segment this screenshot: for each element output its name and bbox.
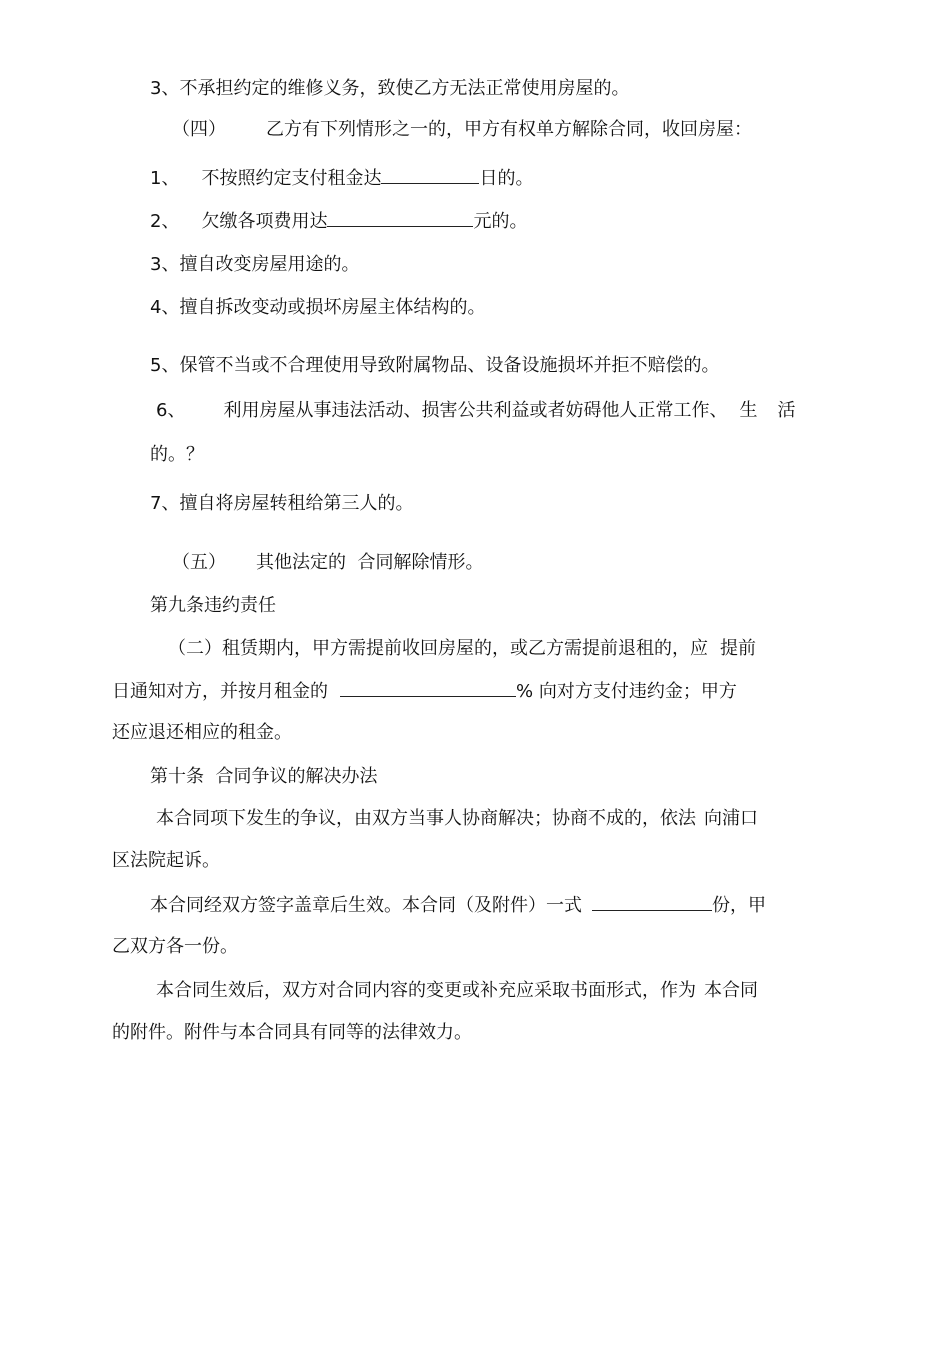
clause-3-change-use: 3、擅自改变房屋用途的。 xyxy=(150,254,360,275)
article-9-text-c: 日通知对方，并按月租金的 xyxy=(112,681,328,702)
section-5-number: （五） xyxy=(172,552,226,573)
penalty-percent-blank xyxy=(340,680,516,697)
article-10-text-b: 向浦口 xyxy=(704,808,758,829)
clause-6-word-a: 生 xyxy=(739,400,758,421)
clause-1-number: 1、 xyxy=(150,168,180,189)
section-5-heading xyxy=(172,552,483,574)
clause-1-text: 不按照约定支付租金达 xyxy=(201,168,382,189)
effect-text-b: 份，甲 xyxy=(712,895,766,916)
article-9-para-line-3: 还应退还相应的租金。 xyxy=(112,722,292,743)
clause-6-number: 6、 xyxy=(156,400,186,421)
clause-3-repair-duty: 3、不承担约定的维修义务，致使乙方无法正常使用房屋的。 xyxy=(150,78,630,99)
clause-5-damage: 5、保管不当或不合理使用导致附属物品、设备设施损坏并拒不赔偿的。 xyxy=(150,355,720,376)
clause-2-text: 欠缴各项费用达 xyxy=(201,211,328,232)
clause-2-suffix: 元的。 xyxy=(473,211,528,232)
amount-blank xyxy=(327,210,473,227)
clause-2-number: 2、 xyxy=(150,211,180,232)
article-9-title: 第九条违约责任 xyxy=(150,595,276,616)
article-9-text-d: % 向对方支付违约金；甲方 xyxy=(516,681,737,702)
copies-blank xyxy=(592,894,712,911)
clause-7-sublet: 7、擅自将房屋转租给第三人的。 xyxy=(150,493,414,514)
section-5-text: 其他法定的 合同解除情形。 xyxy=(256,552,484,573)
amendment-text-b: 本合同 xyxy=(704,980,758,1001)
article-10-text-a: 本合同项下发生的争议，由双方当事人协商解决；协商不成的，依法 xyxy=(156,808,696,829)
clause-2-fees-overdue xyxy=(150,210,527,233)
article-9-para-line-1 xyxy=(168,638,756,660)
amendment-para-line-1 xyxy=(156,980,758,1002)
clause-6-text: 利用房屋从事违法活动、损害公共利益或者妨碍他人正常工作、 xyxy=(223,400,728,421)
article-9-para-line-2 xyxy=(112,680,737,703)
clause-1-suffix: 日的。 xyxy=(479,168,534,189)
section-4-heading xyxy=(172,119,752,141)
effect-text-a: 本合同经双方签字盖章后生效。本合同（及附件）一式 xyxy=(150,895,582,916)
article-9-text-b: 提前 xyxy=(720,638,756,659)
clause-4-structure: 4、擅自拆改变动或损坏房屋主体结构的。 xyxy=(150,297,486,318)
effect-para-line-2: 乙双方各一份。 xyxy=(112,936,238,957)
days-blank xyxy=(381,167,479,184)
effect-para-line-1 xyxy=(150,894,766,917)
article-10-para-line-2: 区法院起诉。 xyxy=(112,850,220,871)
amendment-text-a: 本合同生效后，双方对合同内容的变更或补充应采取书面形式，作为 xyxy=(156,980,696,1001)
clause-6-word-b: 活 xyxy=(777,400,796,421)
clause-6-continuation: 的。？ xyxy=(150,444,204,465)
clause-1-rent-overdue xyxy=(150,167,533,190)
article-10-para-line-1 xyxy=(156,808,758,830)
article-10-title: 第十条 合同争议的解决办法 xyxy=(150,766,378,787)
section-4-text: 乙方有下列情形之一的，甲方有权单方解除合同，收回房屋： xyxy=(266,119,752,140)
amendment-para-line-2: 的附件。附件与本合同具有同等的法律效力。 xyxy=(112,1022,472,1043)
section-4-number: （四） xyxy=(172,119,226,140)
article-9-text-a: （二）租赁期内，甲方需提前收回房屋的，或乙方需提前退租的，应 xyxy=(168,638,708,659)
clause-6-illegal-use xyxy=(156,400,795,422)
